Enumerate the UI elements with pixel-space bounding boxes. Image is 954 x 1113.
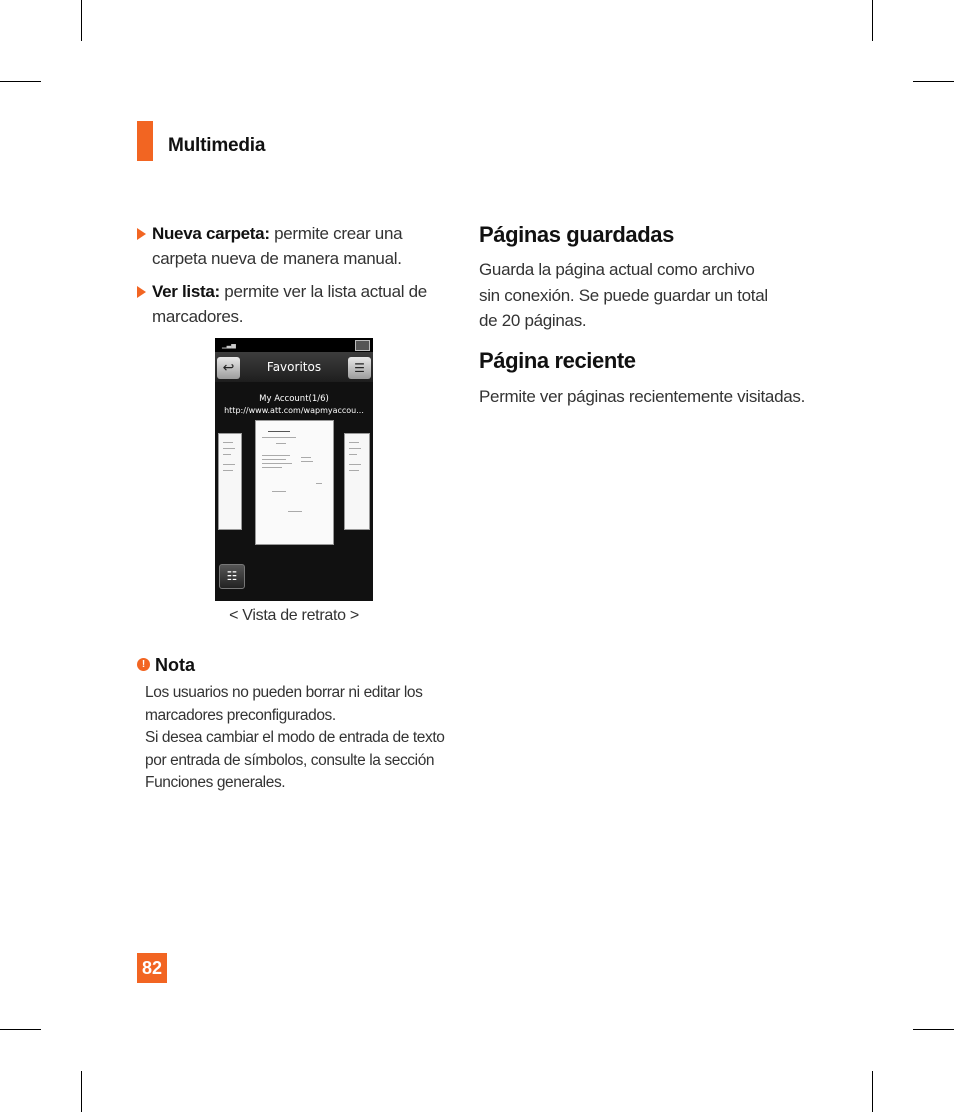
bookmark-title: My Account(1/6) xyxy=(259,394,329,404)
bullet-arrow-icon xyxy=(137,286,146,298)
crop-mark xyxy=(872,1071,873,1112)
battery-icon xyxy=(355,340,370,351)
bullet-text: permite ver la lista actual de marcadores. xyxy=(152,282,427,326)
list-view-button[interactable]: ☷ xyxy=(219,564,245,589)
crop-mark xyxy=(0,81,41,82)
saved-pages-text: Guarda la página actual como archivo sin conexión. Se puede guardar un total de 20 páginas. xyxy=(479,260,768,330)
note-title: Nota xyxy=(155,655,195,675)
recent-page-text: Permite ver páginas recientemente visitadas. xyxy=(479,387,806,406)
bullet-arrow-icon xyxy=(137,228,146,240)
warning-icon: ! xyxy=(137,658,150,671)
crop-mark xyxy=(872,0,873,41)
crop-mark xyxy=(81,1071,82,1112)
bookmark-url: http://www.att.com/wapmyaccou... xyxy=(224,406,364,415)
note-paragraph: Los usuarios no pueden borrar ni editar los marcadores preconfigurados. xyxy=(145,684,423,724)
page-number: 82 xyxy=(137,953,167,983)
crop-mark xyxy=(913,1029,954,1030)
crop-mark xyxy=(81,0,82,41)
status-bar xyxy=(215,338,373,352)
bullet-term: Ver lista: xyxy=(152,282,220,301)
phone-screenshot xyxy=(215,338,373,601)
figure-caption: < Vista de retrato > xyxy=(229,607,359,624)
page-thumbnail-current[interactable] xyxy=(255,420,334,545)
bullet-ver-lista xyxy=(137,279,447,329)
note-paragraph: Si desea cambiar el modo de entrada de texto por entrada de símbolos, consulte la sección Funciones generales. xyxy=(145,729,445,791)
heading-recent-page: Página reciente xyxy=(479,348,636,373)
signal-icon: ▁▃▅ xyxy=(222,342,236,349)
note-body xyxy=(145,682,450,795)
bullet-term: Nueva carpeta: xyxy=(152,224,270,243)
page-thumbnail[interactable] xyxy=(344,433,370,530)
menu-button[interactable]: ☰ xyxy=(348,357,371,379)
back-button[interactable]: ↩ xyxy=(217,357,240,379)
section-title: Multimedia xyxy=(168,135,266,156)
bullet-nueva-carpeta xyxy=(137,221,447,271)
section-marker xyxy=(137,121,153,161)
screen-title: Favoritos xyxy=(266,360,322,374)
crop-mark xyxy=(0,1029,41,1030)
bullet-text: permite crear una carpeta nueva de manera manual. xyxy=(152,224,403,268)
crop-mark xyxy=(913,81,954,82)
page-thumbnail[interactable] xyxy=(218,433,242,530)
heading-saved-pages: Páginas guardadas xyxy=(479,222,674,247)
